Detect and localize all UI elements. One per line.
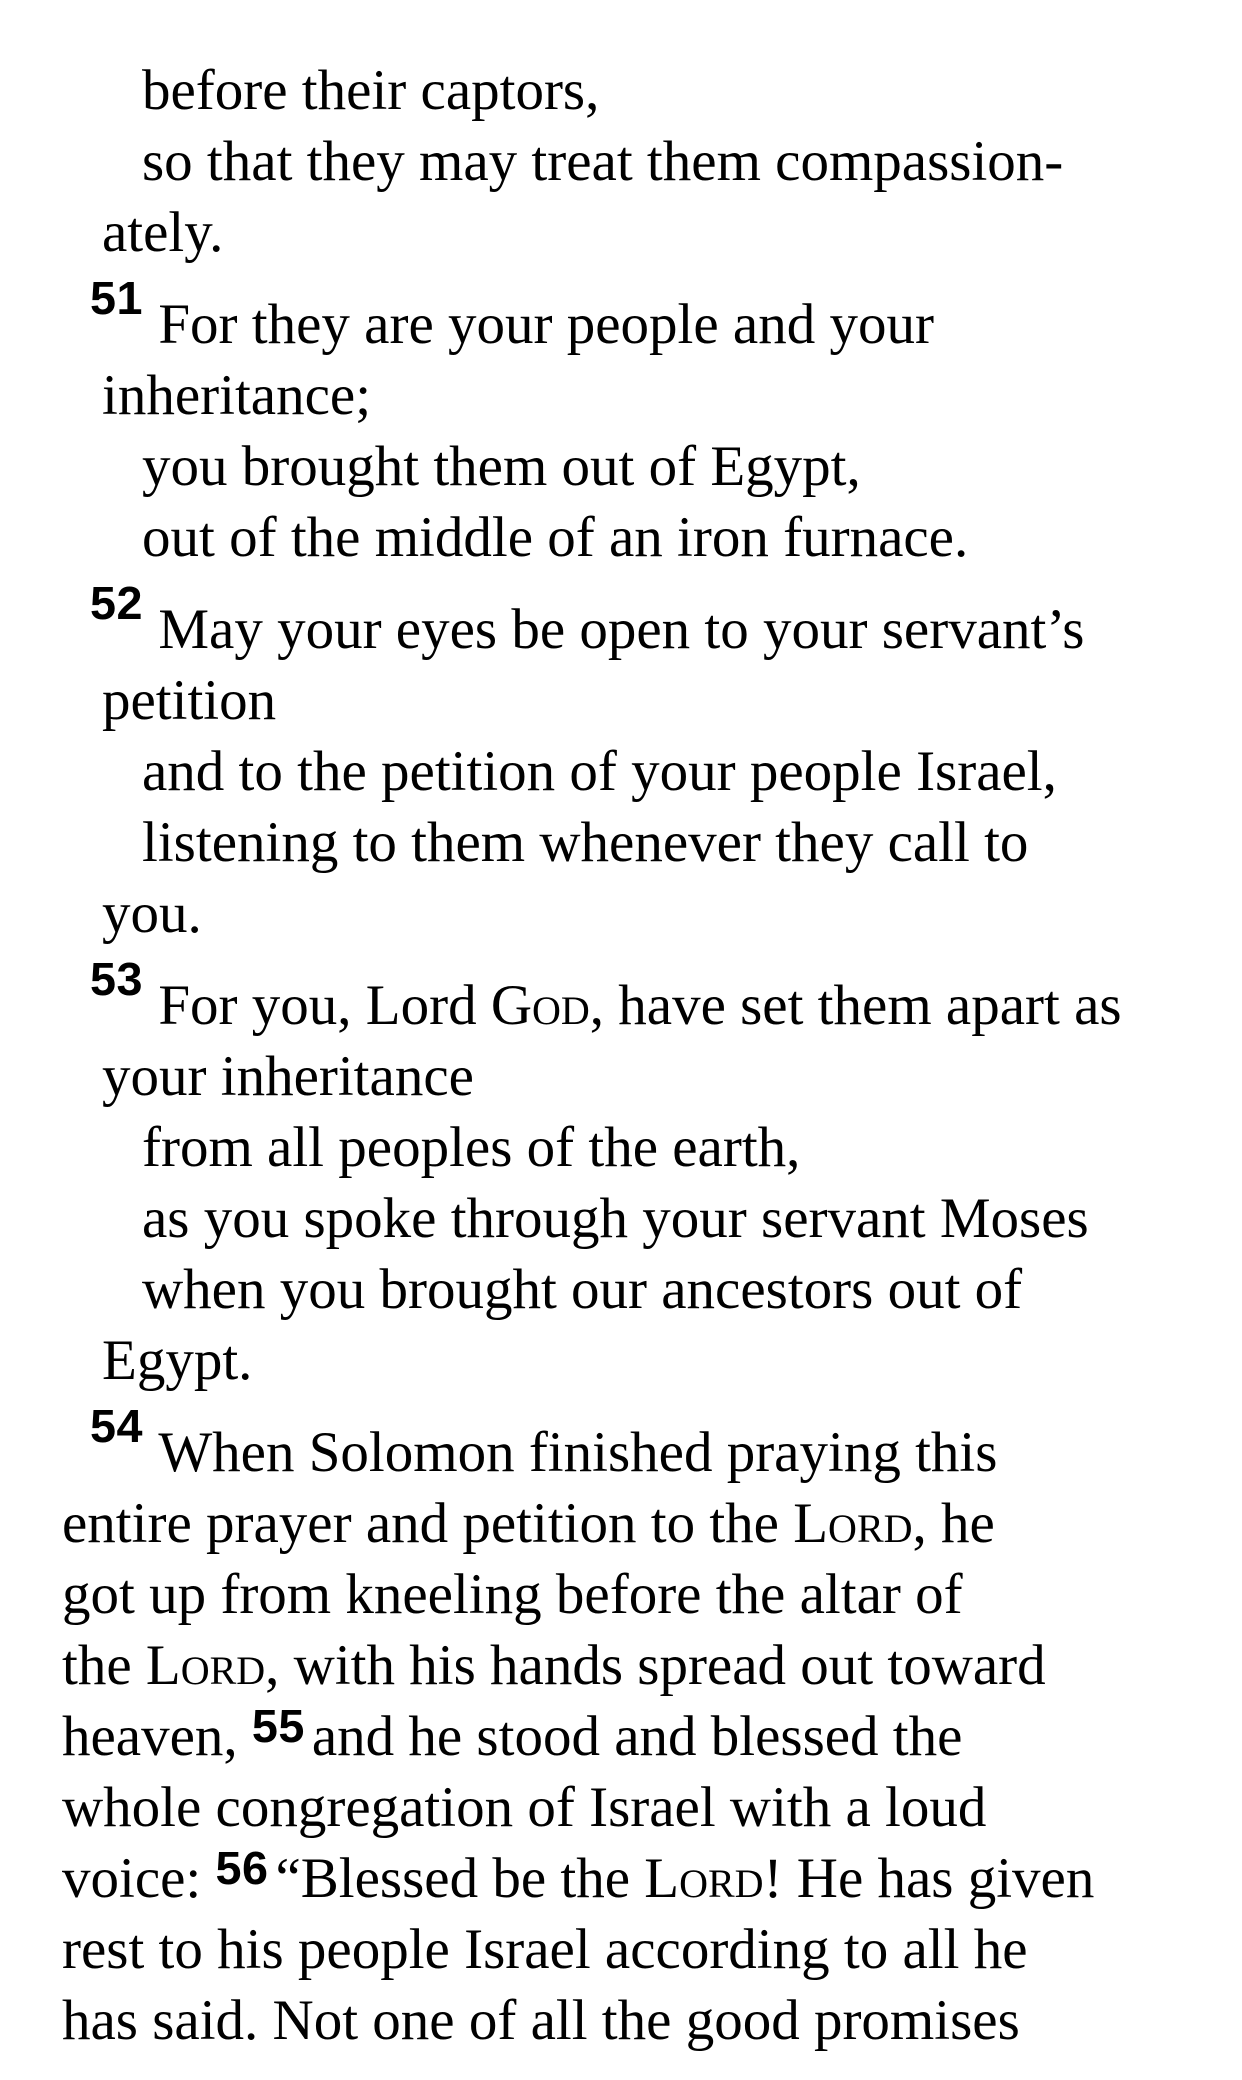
text-line xyxy=(142,1112,1202,1183)
text-run: your inheritance xyxy=(102,1045,474,1108)
divine-name-smallcaps: Lord xyxy=(793,1492,913,1555)
text-run: as you spoke through your servant Moses xyxy=(142,1187,1089,1250)
text-line xyxy=(142,431,1202,502)
text-line xyxy=(62,1985,1202,2056)
text-run: from all peoples of the earth, xyxy=(142,1116,801,1179)
text-line xyxy=(142,55,1202,126)
text-line xyxy=(62,1488,1202,1559)
verse-number: 53 xyxy=(90,953,143,1006)
text-run: whole congregation of Israel with a loud xyxy=(62,1776,987,1839)
verse-number: 54 xyxy=(90,1400,143,1453)
verse-number: 51 xyxy=(90,272,143,325)
text-run: When Solomon finished praying this xyxy=(158,1421,998,1484)
text-run: rest to his people Israel according to all he xyxy=(62,1918,1028,1981)
text-run: ately. xyxy=(102,201,224,264)
text-run: Egypt. xyxy=(102,1329,253,1392)
text-run: has said. Not one of all the good promises xyxy=(62,1989,1020,2052)
text-run: got up from kneeling before the altar of xyxy=(62,1563,963,1626)
text-run: so that they may treat them compassion- xyxy=(142,130,1064,193)
verse-number: 55 xyxy=(251,1699,305,1752)
text-run: petition xyxy=(102,669,277,732)
divine-name-smallcaps: God xyxy=(490,974,590,1037)
text-run: entire prayer and petition to the xyxy=(62,1492,794,1555)
text-line xyxy=(62,1701,1202,1772)
text-run: the xyxy=(62,1634,146,1697)
text-line xyxy=(90,272,1202,360)
text-line xyxy=(102,197,1202,268)
text-line xyxy=(142,736,1202,807)
text-run: when you brought our ancestors out of xyxy=(142,1258,1023,1321)
verse-number: 56 xyxy=(215,1841,269,1894)
text-line xyxy=(102,360,1202,431)
text-line xyxy=(90,577,1202,665)
text-line xyxy=(102,1041,1202,1112)
text-run: inheritance; xyxy=(102,364,372,427)
text-line xyxy=(62,1772,1202,1843)
text-line xyxy=(102,665,1202,736)
text-line xyxy=(62,1559,1202,1630)
text-run: , with his hands spread out toward xyxy=(265,1634,1046,1697)
text-run: heaven, xyxy=(62,1705,252,1768)
text-line xyxy=(62,1843,1202,1914)
text-run: “Blessed be the xyxy=(275,1847,645,1910)
text-run: and to the petition of your people Israel, xyxy=(142,740,1057,803)
text-run: listening to them whenever they call to xyxy=(142,811,1029,874)
text-run: out of the middle of an iron furnace. xyxy=(142,506,969,569)
divine-name-smallcaps: Lord xyxy=(145,1634,266,1697)
text-line xyxy=(142,126,1202,197)
text-line xyxy=(90,953,1202,1041)
text-run: ! He has given xyxy=(763,1847,1095,1910)
text-run: For they are your people and your xyxy=(158,293,934,356)
text-line xyxy=(102,878,1202,949)
text-run: For you, Lord xyxy=(158,974,491,1037)
text-run: you brought them out of Egypt, xyxy=(142,435,861,498)
text-line xyxy=(142,1183,1202,1254)
divine-name-smallcaps: Lord xyxy=(644,1847,764,1910)
text-line xyxy=(90,1400,1202,1488)
verse-number: 52 xyxy=(90,577,143,630)
text-run: and he stood and blessed the xyxy=(311,1705,963,1768)
text-run: you. xyxy=(102,882,202,945)
text-line xyxy=(142,1254,1202,1325)
text-line xyxy=(142,807,1202,878)
text-line xyxy=(62,1630,1202,1701)
text-line xyxy=(62,1914,1202,1985)
text-line xyxy=(102,1325,1202,1396)
text-run: , he xyxy=(912,1492,995,1555)
text-run: May your eyes be open to your servant’s xyxy=(158,598,1085,661)
text-run: voice: xyxy=(62,1847,216,1910)
text-run: before their captors, xyxy=(142,59,600,122)
text-run: , have set them apart as xyxy=(589,974,1122,1037)
text-line xyxy=(142,502,1202,573)
